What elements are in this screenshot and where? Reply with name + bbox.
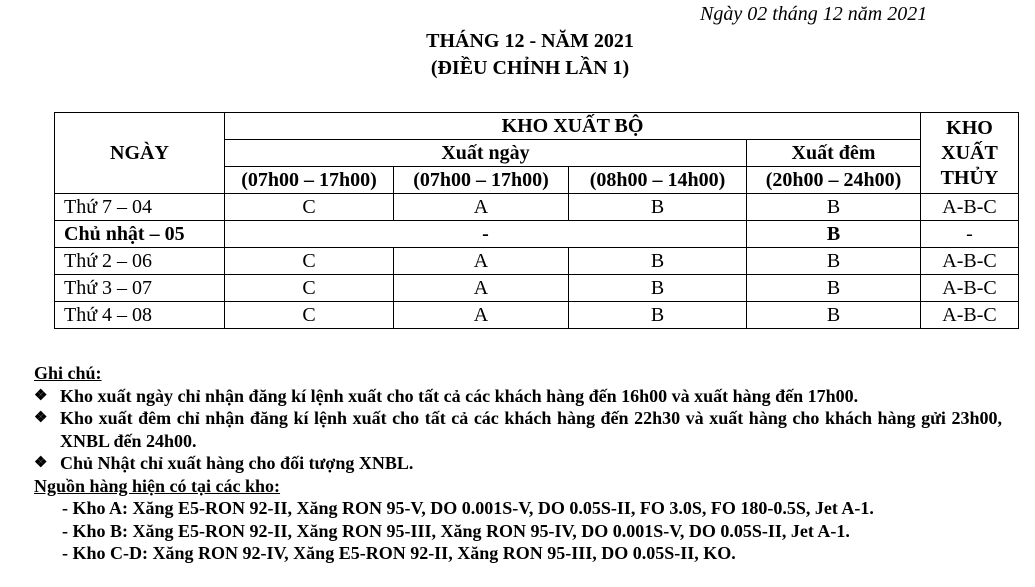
cell: B (569, 248, 747, 275)
cell: A-B-C (921, 275, 1019, 302)
cell: B (569, 275, 747, 302)
table-row (55, 194, 1019, 221)
cell: B (747, 275, 921, 302)
cell: B (747, 194, 921, 221)
cell: B (569, 194, 747, 221)
bullet-diamond-icon: ❖ (34, 410, 48, 426)
cell: B (569, 302, 747, 329)
header-time-4: (20h00 – 24h00) (747, 167, 921, 194)
note-item (34, 385, 1002, 408)
header-kho-xuat-thuy: KHO XUẤT THỦY (921, 113, 1019, 194)
cell: A (394, 302, 569, 329)
cell: C (225, 194, 394, 221)
table-row (55, 248, 1019, 275)
bullet-diamond-icon: ❖ (34, 455, 48, 471)
cell: A-B-C (921, 194, 1019, 221)
cell: C (225, 248, 394, 275)
header-time-2: (07h00 – 17h00) (394, 167, 569, 194)
row-day: Chủ nhật – 05 (55, 221, 225, 248)
cell: A (394, 194, 569, 221)
cell: A-B-C (921, 248, 1019, 275)
table-row (55, 275, 1019, 302)
header-day: NGÀY (55, 113, 225, 194)
header-kho-xuat-bo: KHO XUẤT BỘ (225, 113, 921, 140)
row-day: Thứ 2 – 06 (55, 248, 225, 275)
header-xuat-dem: Xuất đêm (747, 140, 921, 167)
document-date: Ngày 02 tháng 12 năm 2021 (700, 3, 928, 25)
cell: B (747, 248, 921, 275)
table-row (55, 302, 1019, 329)
header-time-3: (08h00 – 14h00) (569, 167, 747, 194)
source-line: - Kho B: Xăng E5-RON 92-II, Xăng RON 95-III, Xăng RON 95-IV, DO 0.001S-V, DO 0.05S-II, Jet A-1. (62, 520, 850, 541)
note-text: Kho xuất ngày chỉ nhận đăng kí lệnh xuất cho tất cả các khách hàng đến 16h00 và xuất hàng đến 17h00. (60, 385, 859, 406)
document-title: THÁNG 12 - NĂM 2021 (426, 30, 634, 52)
source-line: - Kho A: Xăng E5-RON 92-II, Xăng RON 95-V, DO 0.001S-V, DO 0.05S-II, FO 3.0S, FO 180-0.5S, Jet A-1. (62, 498, 874, 518)
merged-cell: - (225, 221, 747, 248)
note-item (34, 407, 1002, 452)
row-day: Thứ 7 – 04 (55, 194, 225, 221)
source-line: - Kho C-D: Xăng RON 92-IV, Xăng E5-RON 92-II, Xăng RON 95-III, DO 0.05S-II, KO. (62, 543, 736, 563)
cell: C (225, 275, 394, 302)
note-text: Chủ Nhật chỉ xuất hàng cho đối tượng XNBL. (60, 453, 414, 473)
cell: B (747, 221, 921, 248)
bullet-diamond-icon: ❖ (34, 387, 48, 404)
row-day: Thứ 4 – 08 (55, 302, 225, 329)
cell: A (394, 275, 569, 302)
table-row (55, 221, 1019, 248)
header-xuat-ngay: Xuất ngày (225, 140, 747, 167)
cell: C (225, 302, 394, 329)
cell: A-B-C (921, 302, 1019, 329)
row-day: Thứ 3 – 07 (55, 275, 225, 302)
notes-section (34, 362, 1002, 565)
note-item (34, 452, 1002, 475)
note-text: Kho xuất đêm chỉ nhận đăng kí lệnh xuất cho tất cả các khách hàng đến 22h30 và xuất hàng cho khách hàng gửi 23h00, XNBL đến 24h00. (60, 408, 1002, 451)
cell: B (747, 302, 921, 329)
header-time-1: (07h00 – 17h00) (225, 167, 394, 194)
document-subtitle: (ĐIỀU CHỈNH LẦN 1) (430, 57, 630, 79)
sources-heading: Nguồn hàng hiện có tại các kho: (34, 475, 281, 496)
cell: - (921, 221, 1019, 248)
schedule-table (54, 112, 1019, 329)
cell: A (394, 248, 569, 275)
notes-heading: Ghi chú: (34, 363, 102, 383)
